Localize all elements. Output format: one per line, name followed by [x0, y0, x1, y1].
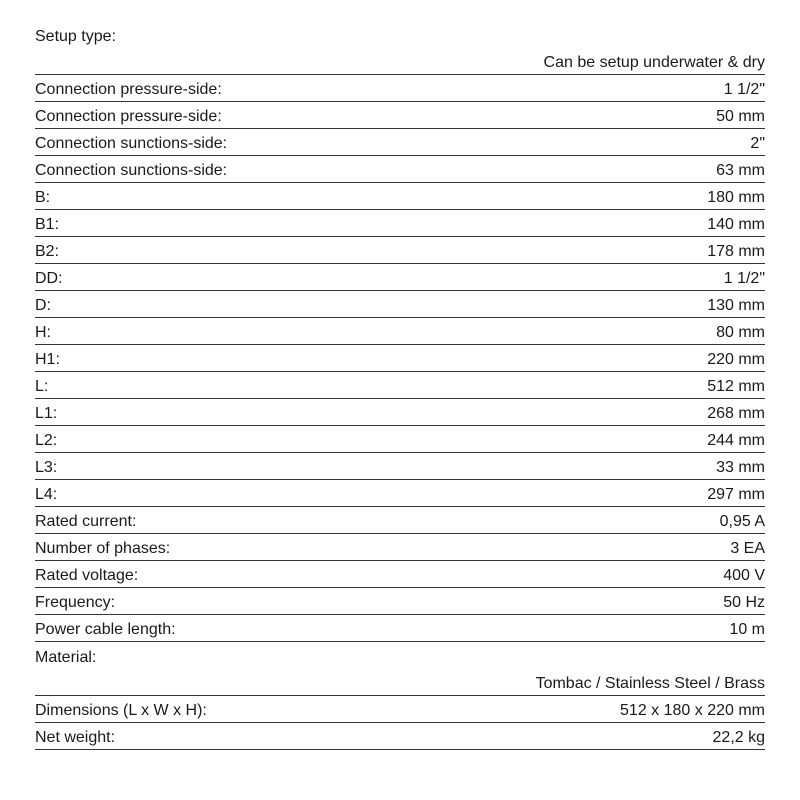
spec-value: 22,2 kg [712, 729, 765, 746]
spec-label: Connection pressure-side: [35, 81, 222, 98]
spec-table [35, 21, 765, 750]
spec-row [35, 102, 765, 129]
spec-label: Setup type: [35, 28, 116, 45]
spec-row [35, 480, 765, 507]
spec-value: 220 mm [707, 351, 765, 368]
spec-label: Rated voltage: [35, 567, 139, 584]
spec-label: L4: [35, 486, 58, 503]
spec-row [35, 372, 765, 399]
spec-row [35, 156, 765, 183]
spec-row [35, 615, 765, 642]
spec-value: 50 Hz [723, 594, 765, 611]
spec-label: Power cable length: [35, 621, 176, 638]
spec-row [35, 264, 765, 291]
spec-row [35, 507, 765, 534]
spec-value: 1 1/2" [723, 81, 765, 98]
spec-value: 130 mm [707, 297, 765, 314]
spec-row [35, 291, 765, 318]
spec-row [35, 183, 765, 210]
spec-value: 33 mm [716, 459, 765, 476]
spec-row [35, 588, 765, 615]
spec-label: H1: [35, 351, 60, 368]
spec-value: 3 EA [730, 540, 765, 557]
spec-label: Rated current: [35, 513, 137, 530]
spec-row [35, 345, 765, 372]
spec-row [35, 210, 765, 237]
spec-row [35, 426, 765, 453]
spec-value: 178 mm [707, 243, 765, 260]
spec-value: 63 mm [716, 162, 765, 179]
spec-value: 268 mm [707, 405, 765, 422]
spec-value: Tombac / Stainless Steel / Brass [535, 675, 765, 692]
spec-row [35, 237, 765, 264]
spec-label: Connection sunctions-side: [35, 162, 228, 179]
spec-label: Connection sunctions-side: [35, 135, 228, 152]
spec-value: 297 mm [707, 486, 765, 503]
spec-label: L2: [35, 432, 58, 449]
spec-row [35, 318, 765, 345]
spec-row [35, 21, 765, 75]
spec-row [35, 642, 765, 696]
spec-label: Net weight: [35, 729, 116, 746]
spec-label: DD: [35, 270, 63, 287]
spec-label: Frequency: [35, 594, 116, 611]
spec-value: 512 x 180 x 220 mm [620, 702, 765, 719]
spec-label: Material: [35, 649, 97, 666]
spec-row [35, 696, 765, 723]
spec-row [35, 129, 765, 156]
spec-label: B1: [35, 216, 60, 233]
spec-value: 10 m [729, 621, 765, 638]
spec-row [35, 453, 765, 480]
spec-value: 400 V [723, 567, 765, 584]
spec-row [35, 399, 765, 426]
spec-value: 50 mm [716, 108, 765, 125]
spec-label: L1: [35, 405, 58, 422]
spec-value: 512 mm [707, 378, 765, 395]
spec-row [35, 723, 765, 750]
spec-row [35, 561, 765, 588]
spec-value: 0,95 A [719, 513, 765, 530]
spec-value: 2" [750, 135, 765, 152]
spec-label: B2: [35, 243, 60, 260]
spec-row [35, 75, 765, 102]
spec-label: Connection pressure-side: [35, 108, 222, 125]
spec-label: Dimensions (L x W x H): [35, 702, 207, 719]
spec-label: D: [35, 297, 51, 314]
spec-value: 244 mm [707, 432, 765, 449]
spec-value: Can be setup underwater & dry [543, 54, 765, 71]
spec-value: 1 1/2" [723, 270, 765, 287]
spec-label: L3: [35, 459, 58, 476]
spec-row [35, 534, 765, 561]
spec-label: B: [35, 189, 51, 206]
spec-label: H: [35, 324, 51, 341]
spec-label: Number of phases: [35, 540, 171, 557]
spec-value: 180 mm [707, 189, 765, 206]
spec-value: 140 mm [707, 216, 765, 233]
spec-label: L: [35, 378, 49, 395]
spec-value: 80 mm [716, 324, 765, 341]
